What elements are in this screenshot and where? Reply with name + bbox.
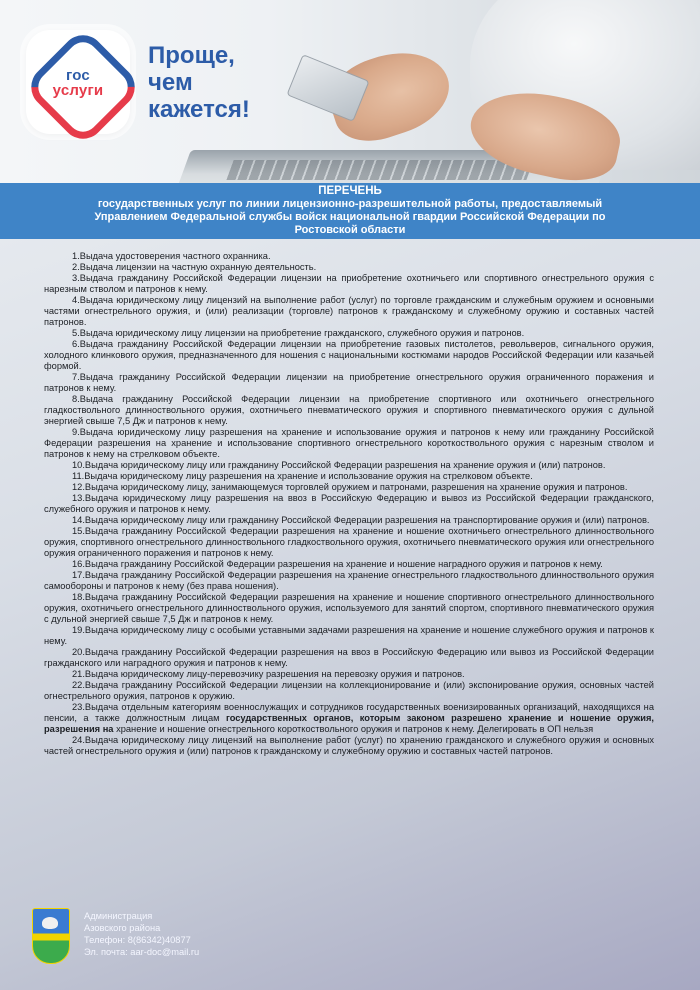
list-item: 7.Выдача гражданину Российской Федерации лицензии на приобретение огнестрельного оружия ограниченного поражения и патронов к нему. — [44, 372, 654, 393]
list-item: 5.Выдача юридическому лицу лицензии на приобретение гражданского, служебного оружия и патронов. — [72, 328, 525, 338]
list-item: 18.Выдача гражданину Российской Федерации разрешения на хранение и ношение спортивного огнестрельного длинноствольного оружия, охотничьего огнестрельного длинноствольного оружия, используемого для занятий спортом, спортивного пневматического оружия с дульной энергией свыше 7,5 Дж и патронов к нему. — [44, 592, 654, 624]
list-item: 8.Выдача гражданину Российской Федерации лицензии на приобретение спортивного или охотничьего огнестрельного гладкоствольного длинноствольного оружия, охотничьего пневматического оружия и спортивного пневматического оружия с дульной энергией свыше 7,5 Дж и патронов к нему. — [44, 394, 654, 426]
list-item: 24.Выдача юридическому лицу лицензий на выполнение работ (услуг) по хранению гражданского и служебного оружия и основных частей огнестрельного оружия и (или) патронов к гражданскому и служебному оружию и составных частей патронов. — [44, 735, 654, 756]
list-item — [44, 702, 654, 735]
document-subtitle-line: Ростовской области — [294, 224, 406, 236]
header-photo — [0, 0, 700, 185]
title-banner — [0, 183, 700, 239]
logo-text-line1: гос — [66, 67, 90, 84]
slogan-line: кажется! — [148, 96, 250, 123]
document-title: ПЕРЕЧЕНЬ — [318, 185, 382, 197]
list-item: 1.Выдача удостоверения частного охранника. — [72, 251, 271, 261]
footer-contacts — [32, 908, 332, 968]
list-item: 22.Выдача гражданину Российской Федерации лицензии на коллекционирование и (или) экспонирование оружия, основных частей огнестрельного оружия, патронов к оружию. — [44, 680, 654, 701]
services-list — [44, 251, 654, 757]
slogan-line: чем — [148, 69, 193, 96]
slogan — [148, 42, 298, 123]
org-district: Азовского района — [84, 923, 161, 933]
list-item: 10.Выдача юридическому лицу или гражданину Российской Федерации разрешения на хранение оружия и (или) патронов. — [72, 460, 606, 470]
list-item: 13.Выдача юридическому лицу разрешения на ввоз в Российскую Федерацию и вывоз из Российской Федерации гражданского, служебного оружия и патронов к нему. — [44, 493, 654, 514]
document-subtitle-line: государственных услуг по линии лицензионно-разрешительной работы, предоставляемый — [97, 198, 603, 210]
list-item: 16.Выдача гражданину Российской Федерации разрешения на хранение и ношение наградного оружия и патронов к нему. — [72, 559, 603, 569]
list-item: 15.Выдача гражданину Российской Федерации разрешения на хранение и ношение охотничьего огнестрельного длинноствольного оружия, спортивного огнестрельного длинноствольного гладкоствольного оружия, охотничьего пневматического оружия или огнестрельного оружия ограниченного поражения и патронов к нему. — [44, 526, 654, 558]
list-item-text: 23.Выдача отдельным категориям военнослужащих и сотрудников государственных военизированных организаций, находящихся на пенсии, а также должностным лицам — [44, 702, 654, 723]
document-subtitle-line: Управлением Федеральной службы войск национальной гвардии Российской Федерации по — [94, 211, 606, 223]
list-item: 6.Выдача гражданину Российской Федерации лицензии на приобретение газовых пистолетов, револьверов, сигнального оружия, холодного клинкового оружия, предназначенного для ношения с национальными костюмами народов Российской Федерации или казачьей формой. — [44, 339, 654, 371]
list-item: 21.Выдача юридическому лицу-перевозчику разрешения на перевозку оружия и патронов. — [72, 669, 465, 679]
list-item: 20.Выдача гражданину Российской Федерации разрешения на ввоз в Российскую Федерацию или вывоз из Российской Федерации гражданского или наградного оружия и патронов к нему. — [44, 647, 654, 668]
list-item: 11.Выдача юридическому лицу разрешения на хранение и использование оружия на стрелковом объекте. — [72, 471, 533, 481]
list-item: 17.Выдача гражданину Российской Федерации разрешения на хранение огнестрельного гладкоствольного длинноствольного оружия самообороны и патронов к нему (без права ношения). — [44, 570, 654, 591]
logo-text-line2: услуги — [52, 82, 104, 99]
slogan-line: Проще, — [148, 42, 235, 69]
list-item: 14.Выдача юридическому лицу или гражданину Российской Федерации разрешения на транспортирование оружия и (или) патронов. — [72, 515, 650, 525]
phone: Телефон: 8(86342)40877 — [84, 935, 191, 945]
list-item: 2.Выдача лицензии на частную охранную деятельность. — [72, 262, 317, 272]
org-name: Администрация — [84, 911, 153, 921]
list-item: 4.Выдача юридическому лицу лицензий на выполнение работ (услуг) по торговле гражданским и служебным оружием и основными частями огнестрельного оружия, и (или) реализации (торговле) патронов к гражданскому и служебному оружию и составных частей патронов. — [44, 295, 654, 327]
coat-of-arms-icon — [32, 908, 70, 964]
list-item: 9.Выдача юридическому лицу разрешения на хранение и использование оружия и патронов к нему или гражданину Российской Федерации разрешения на хранение и использование спортивного огнестрельного короткоствольного оружия с нарезным стволом и патронов к нему на стрелковом объекте. — [44, 427, 654, 459]
list-item: 19.Выдача юридическому лицу с особыми уставными задачами разрешения на хранение и ношение служебного оружия и патронов к нему. — [44, 625, 654, 646]
list-item-bold-text: государственных органов, которым законом разрешено хранение и ношение оружия, разрешения на — [44, 713, 654, 734]
list-item: 3.Выдача гражданину Российской Федерации лицензии на приобретение охотничьего или спортивного огнестрельного оружия с нарезным стволом и патронов к нему. — [44, 273, 654, 294]
gosuslugi-logo — [26, 30, 130, 134]
contact-info — [84, 910, 324, 958]
list-item: 12.Выдача юридическому лицу, занимающемуся торговлей оружием и патронами, разрешения на хранение оружия и патронов. — [72, 482, 628, 492]
list-item-text: хранение и ношение огнестрельного короткоствольного оружия и патронов к нему. Делегировать в ОП нельзя — [113, 724, 594, 734]
email: Эл. почта: aar-doc@mail.ru — [84, 947, 200, 957]
